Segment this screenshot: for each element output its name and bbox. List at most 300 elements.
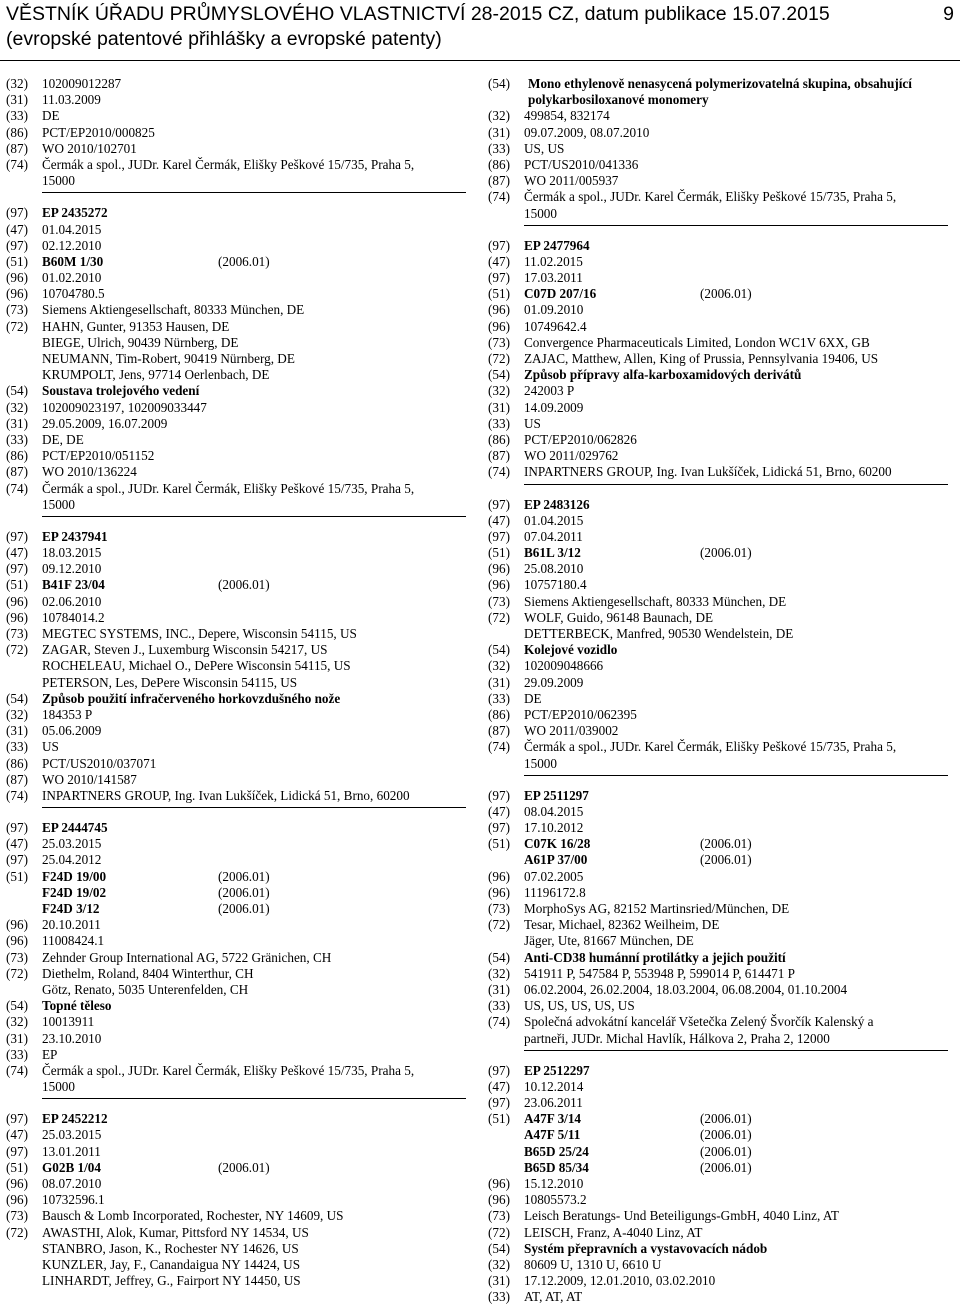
inid-code: (72) bbox=[488, 917, 510, 933]
inid-code: (74) bbox=[6, 787, 28, 803]
entry-text: PCT/EP2010/000825 bbox=[42, 124, 155, 140]
entry-line bbox=[6, 481, 466, 497]
entry-line bbox=[488, 885, 954, 901]
entry-line bbox=[488, 1063, 954, 1079]
entry-separator bbox=[42, 516, 466, 517]
inid-code: (32) bbox=[6, 1014, 28, 1030]
entry-text: ZAGAR, Steven J., Luxemburg Wisconsin 54217, US bbox=[42, 642, 328, 658]
entry-text: 102009023197, 102009033447 bbox=[42, 399, 207, 415]
entry-line bbox=[6, 885, 466, 901]
inid-code: (86) bbox=[6, 755, 28, 771]
inid-code: (33) bbox=[6, 431, 28, 447]
inid-code: (32) bbox=[488, 1256, 510, 1272]
inid-code: (96) bbox=[6, 1192, 28, 1208]
inid-code: (96) bbox=[6, 593, 28, 609]
entry-line bbox=[6, 416, 466, 432]
inid-code: (51) bbox=[6, 253, 28, 269]
entry-separator bbox=[524, 775, 948, 776]
entry-separator bbox=[524, 484, 948, 485]
entry-text: Leisch Beratungs- Und Beteiligungs-GmbH, 4040 Linz, AT bbox=[524, 1208, 839, 1224]
entry-line bbox=[488, 141, 954, 157]
entry-text: BIEGE, Ulrich, 90439 Nürnberg, DE bbox=[42, 334, 239, 350]
page-number: 9 bbox=[943, 3, 954, 25]
entry-line bbox=[488, 756, 954, 772]
bulletin-title: VĚSTNÍK ÚŘADU PRŮMYSLOVÉHO VLASTNICTVÍ 28-2015 CZ, datum publikace 15.07.2015 bbox=[6, 3, 830, 25]
entry-text: 15000 bbox=[42, 173, 75, 189]
inid-code: (51) bbox=[6, 1159, 28, 1175]
entry-text: WO 2011/029762 bbox=[524, 448, 619, 464]
entry-line bbox=[6, 723, 466, 739]
entry-text: MorphoSys AG, 82152 Martinsried/München, DE bbox=[524, 901, 790, 917]
entry-line bbox=[6, 319, 466, 335]
entry-text: 15000 bbox=[42, 496, 75, 512]
inid-code: (51) bbox=[488, 1111, 510, 1127]
entry-text: Diethelm, Roland, 8404 Winterthur, CH bbox=[42, 965, 254, 981]
inid-code: (51) bbox=[6, 577, 28, 593]
classification-version: (2006.01) bbox=[700, 545, 752, 561]
entry-line bbox=[6, 497, 466, 513]
entry-line bbox=[488, 238, 954, 254]
entry-line bbox=[488, 448, 954, 464]
entry-line bbox=[488, 917, 954, 933]
entry-line bbox=[6, 1014, 466, 1030]
entry-line bbox=[488, 577, 954, 593]
entry-line bbox=[488, 529, 954, 545]
entry-line bbox=[488, 76, 954, 108]
entry-line bbox=[6, 1047, 466, 1063]
entry-text: F24D 3/12 bbox=[42, 901, 100, 916]
inid-code: (96) bbox=[6, 917, 28, 933]
inid-code: (87) bbox=[6, 140, 28, 156]
inid-code: (97) bbox=[6, 237, 28, 253]
entry-line bbox=[6, 254, 466, 270]
inid-code: (86) bbox=[488, 156, 510, 172]
entry-line bbox=[6, 432, 466, 448]
entry-text: Bausch & Lomb Incorporated, Rochester, NY 14609, US bbox=[42, 1208, 344, 1224]
inid-code: (54) bbox=[488, 367, 510, 383]
entry-text: 08.07.2010 bbox=[42, 1176, 102, 1191]
entry-line bbox=[488, 982, 954, 998]
entry-line bbox=[488, 966, 954, 982]
entry-text: DE bbox=[524, 690, 542, 706]
entry-text: INPARTNERS GROUP, Ing. Ivan Lukšíček, Lidická 51, Brno, 60200 bbox=[42, 787, 410, 803]
entry-line bbox=[6, 125, 466, 141]
entry-text: EP 2511297 bbox=[524, 787, 589, 803]
entry-line bbox=[488, 788, 954, 804]
entry-text: 10784014.2 bbox=[42, 609, 105, 625]
entry-text: 242003 P bbox=[524, 383, 575, 399]
entry-text: Čermák a spol., JUDr. Karel Čermák, Elišky Peškové 15/735, Praha 5, bbox=[42, 480, 415, 496]
inid-code: (87) bbox=[6, 464, 28, 480]
entry-line bbox=[6, 1241, 466, 1257]
entry-text: US bbox=[42, 739, 59, 755]
entry-line bbox=[488, 610, 954, 626]
entry-line bbox=[6, 1127, 466, 1143]
entry-line bbox=[488, 286, 954, 302]
entry-line bbox=[6, 998, 466, 1014]
inid-code: (32) bbox=[488, 965, 510, 981]
entry-line bbox=[6, 1079, 466, 1095]
inid-code: (74) bbox=[6, 1062, 28, 1078]
entry-line bbox=[6, 950, 466, 966]
entry-text: 10704780.5 bbox=[42, 286, 105, 302]
entry-line bbox=[488, 1111, 954, 1127]
entry-line bbox=[6, 772, 466, 788]
inid-code: (72) bbox=[488, 1224, 510, 1240]
inid-code: (96) bbox=[6, 270, 28, 286]
entry-text: 11.03.2009 bbox=[42, 92, 101, 108]
inid-code: (33) bbox=[488, 140, 510, 156]
entry-text: B41F 23/04 bbox=[42, 577, 105, 593]
entry-text: 06.02.2004, 26.02.2004, 18.03.2004, 06.08.2004, 01.10.2004 bbox=[524, 981, 848, 997]
inid-code: (96) bbox=[6, 1176, 28, 1191]
entry-text: Čermák a spol., JUDr. Karel Čermák, Elišky Peškové 15/735, Praha 5, bbox=[42, 156, 415, 172]
entry-text: Čermák a spol., JUDr. Karel Čermák, Elišky Peškové 15/735, Praha 5, bbox=[524, 739, 897, 755]
entry-line bbox=[6, 205, 466, 221]
entry-line bbox=[6, 788, 466, 804]
entry-text: WOLF, Guido, 96148 Baunach, DE bbox=[524, 609, 714, 625]
entry-line bbox=[488, 901, 954, 917]
entry-text: Kolejové vozidlo bbox=[524, 642, 618, 658]
entry-text: DETTERBECK, Manfred, 90530 Wendelstein, DE bbox=[524, 626, 794, 642]
entry-text: 09.07.2009, 08.07.2010 bbox=[524, 124, 650, 140]
entry-text: A47F 3/14 bbox=[524, 1111, 582, 1127]
inid-code: (87) bbox=[6, 771, 28, 787]
entry-text: EP 2437941 bbox=[42, 528, 108, 544]
entry-text: US, US, US, US, US bbox=[524, 998, 635, 1014]
entry-separator bbox=[42, 807, 466, 808]
entry-text: 80609 U, 1310 U, 6610 U bbox=[524, 1256, 662, 1272]
header-rule bbox=[0, 60, 960, 61]
entry-text: US bbox=[524, 415, 541, 431]
inid-code: (31) bbox=[6, 92, 28, 108]
entry-text: A47F 5/11 bbox=[524, 1127, 581, 1143]
entry-text: 13.01.2011 bbox=[42, 1143, 101, 1159]
inid-code: (31) bbox=[6, 1030, 28, 1046]
inid-code: (54) bbox=[488, 949, 510, 965]
entry-text: 184353 P bbox=[42, 706, 93, 722]
entry-text: KUNZLER, Jay, F., Canandaigua NY 14424, US bbox=[42, 1256, 301, 1272]
inid-code: (96) bbox=[488, 868, 510, 884]
entry-text: EP 2483126 bbox=[524, 496, 590, 512]
inid-code: (73) bbox=[488, 593, 510, 609]
entry-text: 17.12.2009, 12.01.2010, 03.02.2010 bbox=[524, 1273, 716, 1289]
entry-line bbox=[6, 173, 466, 189]
inid-code: (73) bbox=[6, 949, 28, 965]
inid-code: (96) bbox=[488, 577, 510, 593]
entry-line bbox=[488, 497, 954, 513]
entry-text: INPARTNERS GROUP, Ing. Ivan Lukšíček, Lidická 51, Brno, 60200 bbox=[524, 464, 892, 480]
entry-line bbox=[488, 804, 954, 820]
entry-text: EP bbox=[42, 1046, 58, 1062]
inid-code: (87) bbox=[488, 723, 510, 739]
entry-line bbox=[488, 1031, 954, 1047]
entry-line bbox=[6, 238, 466, 254]
entry-text: 07.02.2005 bbox=[524, 868, 584, 884]
classification-version: (2006.01) bbox=[218, 577, 270, 593]
entry-text: ZAJAC, Matthew, Allen, King of Prussia, Pennsylvania 19406, US bbox=[524, 351, 879, 367]
entry-text: F24D 19/02 bbox=[42, 884, 107, 900]
entry-text: 25.03.2015 bbox=[42, 836, 102, 852]
inid-code: (97) bbox=[488, 1062, 510, 1078]
entry-text: EP 2452212 bbox=[42, 1111, 108, 1127]
entry-line bbox=[488, 675, 954, 691]
entry-text: 10.12.2014 bbox=[524, 1078, 584, 1094]
inid-code: (31) bbox=[6, 415, 28, 431]
inid-code: (32) bbox=[6, 76, 28, 91]
inid-code: (97) bbox=[6, 820, 28, 836]
inid-code: (31) bbox=[488, 399, 510, 415]
entry-line bbox=[6, 76, 466, 92]
classification-version: (2006.01) bbox=[700, 1143, 752, 1159]
entry-text: DE, DE bbox=[42, 431, 84, 447]
inid-code: (32) bbox=[488, 658, 510, 674]
entry-text: 01.04.2015 bbox=[524, 512, 584, 528]
entry-line bbox=[488, 1273, 954, 1289]
entry-text: B65D 85/34 bbox=[524, 1159, 589, 1175]
inid-code: (96) bbox=[6, 933, 28, 949]
entry-line bbox=[488, 1257, 954, 1273]
inid-code: (97) bbox=[6, 561, 28, 577]
inid-code: (96) bbox=[488, 1192, 510, 1208]
entry-line bbox=[488, 933, 954, 949]
entry-line bbox=[488, 513, 954, 529]
entry-line bbox=[488, 950, 954, 966]
entry-text: 05.06.2009 bbox=[42, 723, 102, 739]
classification-version: (2006.01) bbox=[218, 1159, 270, 1175]
entry-line bbox=[6, 1063, 466, 1079]
inid-code: (97) bbox=[6, 1143, 28, 1159]
inid-code: (31) bbox=[488, 124, 510, 140]
inid-code: (73) bbox=[488, 1208, 510, 1224]
entry-text: Götz, Renato, 5035 Unterenfelden, CH bbox=[42, 981, 249, 997]
inid-code: (47) bbox=[6, 221, 28, 237]
inid-code: (96) bbox=[6, 286, 28, 302]
entry-text: DE bbox=[42, 108, 60, 124]
entry-text: NEUMANN, Tim-Robert, 90419 Nürnberg, DE bbox=[42, 351, 295, 366]
inid-code: (96) bbox=[6, 609, 28, 625]
entry-line bbox=[488, 108, 954, 124]
inid-code: (33) bbox=[6, 1046, 28, 1062]
entry-text: A61P 37/00 bbox=[524, 852, 588, 868]
entry-text: 20.10.2011 bbox=[42, 917, 101, 933]
classification-version: (2006.01) bbox=[218, 884, 270, 900]
inid-code: (96) bbox=[488, 884, 510, 900]
inid-code: (86) bbox=[488, 706, 510, 722]
entry-line bbox=[6, 529, 466, 545]
entry-line bbox=[6, 92, 466, 108]
inid-code: (86) bbox=[488, 431, 510, 447]
entry-line bbox=[6, 561, 466, 577]
entry-line bbox=[6, 270, 466, 286]
entry-line bbox=[488, 351, 954, 367]
entry-separator bbox=[42, 192, 466, 193]
entry-line bbox=[488, 206, 954, 222]
inid-code: (97) bbox=[488, 270, 510, 286]
entry-line bbox=[488, 464, 954, 480]
inid-code: (33) bbox=[488, 1289, 510, 1305]
entry-line bbox=[488, 400, 954, 416]
entry-text: PCT/EP2010/062395 bbox=[524, 706, 637, 722]
entry-text: Tesar, Michael, 82362 Weilheim, DE bbox=[524, 917, 720, 933]
entry-line bbox=[6, 1176, 466, 1192]
entry-text: WO 2010/141587 bbox=[42, 771, 137, 787]
entry-text: 09.12.2010 bbox=[42, 561, 102, 577]
entry-text: EP 2444745 bbox=[42, 820, 108, 836]
entry-line bbox=[6, 222, 466, 238]
inid-code: (72) bbox=[6, 318, 28, 334]
entry-line bbox=[488, 1241, 954, 1257]
inid-code: (47) bbox=[6, 545, 28, 561]
inid-code: (32) bbox=[488, 383, 510, 399]
entry-text: Mono ethylenově nenasycená polymerizovatelná skupina, obsahující polykarbosiloxanové monomery bbox=[528, 76, 912, 108]
entry-text: 102009048666 bbox=[524, 658, 604, 674]
inid-code: (33) bbox=[6, 108, 28, 124]
inid-code: (96) bbox=[488, 318, 510, 334]
entry-text: C07K 16/28 bbox=[524, 836, 591, 852]
entry-line bbox=[6, 869, 466, 885]
entry-text: Convergence Pharmaceuticals Limited, London WC1V 6XX, GB bbox=[524, 334, 870, 350]
inid-code: (96) bbox=[488, 302, 510, 318]
entry-text: EP 2477964 bbox=[524, 237, 590, 253]
bulletin-subtitle: (evropské patentové přihlášky a evropské patenty) bbox=[6, 28, 442, 50]
entry-text: 29.09.2009 bbox=[524, 674, 584, 690]
entry-text: 102009012287 bbox=[42, 76, 122, 91]
entry-text: 14.09.2009 bbox=[524, 399, 584, 415]
inid-code: (51) bbox=[488, 545, 510, 561]
entry-line bbox=[488, 1289, 954, 1305]
entry-text: 25.04.2012 bbox=[42, 852, 102, 868]
inid-code: (51) bbox=[6, 868, 28, 884]
entry-text: PCT/US2010/041336 bbox=[524, 156, 639, 172]
entry-text: ROCHELEAU, Michael O., DePere Wisconsin 54115, US bbox=[42, 658, 351, 674]
entry-line bbox=[488, 691, 954, 707]
entry-line bbox=[488, 335, 954, 351]
entry-line bbox=[488, 432, 954, 448]
entry-line bbox=[6, 658, 466, 674]
entry-line bbox=[488, 642, 954, 658]
entry-text: Siemens Aktiengesellschaft, 80333 München, DE bbox=[42, 302, 305, 318]
inid-code: (97) bbox=[6, 205, 28, 221]
entry-text: Zehnder Group International AG, 5722 Gränichen, CH bbox=[42, 949, 332, 965]
entry-text: 15000 bbox=[524, 755, 557, 771]
entry-line bbox=[488, 852, 954, 868]
entry-text: Společná advokátní kancelář Všetečka Zelený Švorčík Kalenský a bbox=[524, 1014, 874, 1030]
entry-text: PCT/EP2010/062826 bbox=[524, 431, 637, 447]
entry-text: Čermák a spol., JUDr. Karel Čermák, Elišky Peškové 15/735, Praha 5, bbox=[524, 189, 897, 205]
entry-text: US, US bbox=[524, 140, 565, 156]
inid-code: (97) bbox=[488, 1095, 510, 1111]
classification-version: (2006.01) bbox=[700, 286, 752, 302]
entry-line bbox=[6, 1225, 466, 1241]
entry-text: MEGTEC SYSTEMS, INC., Depere, Wisconsin 54115, US bbox=[42, 626, 357, 641]
entry-line bbox=[6, 141, 466, 157]
entry-text: Jäger, Ute, 81667 München, DE bbox=[524, 933, 694, 949]
inid-code: (47) bbox=[6, 1127, 28, 1143]
classification-version: (2006.01) bbox=[700, 1159, 752, 1175]
entry-line bbox=[488, 319, 954, 335]
entry-text: EP 2435272 bbox=[42, 205, 108, 221]
classification-version: (2006.01) bbox=[700, 852, 752, 868]
inid-code: (54) bbox=[488, 76, 510, 91]
entry-text: F24D 19/00 bbox=[42, 868, 107, 884]
entry-separator bbox=[524, 225, 948, 226]
entry-line bbox=[488, 383, 954, 399]
entry-text: Soustava trolejového vedení bbox=[42, 383, 200, 399]
entry-line bbox=[6, 1273, 466, 1289]
entry-line bbox=[6, 642, 466, 658]
inid-code: (74) bbox=[488, 464, 510, 480]
entry-separator bbox=[524, 1050, 948, 1051]
entry-line bbox=[6, 351, 466, 367]
entry-text: 11.02.2015 bbox=[524, 253, 583, 269]
entry-text: HAHN, Gunter, 91353 Hausen, DE bbox=[42, 318, 230, 334]
entry-line bbox=[6, 756, 466, 772]
inid-code: (32) bbox=[6, 706, 28, 722]
inid-code: (96) bbox=[488, 1176, 510, 1192]
entry-text: 10757180.4 bbox=[524, 577, 587, 593]
inid-code: (47) bbox=[6, 836, 28, 852]
entry-text: 17.10.2012 bbox=[524, 820, 584, 836]
inid-code: (86) bbox=[6, 124, 28, 140]
entry-line bbox=[488, 707, 954, 723]
entry-line bbox=[6, 594, 466, 610]
entry-line bbox=[6, 400, 466, 416]
entry-text: WO 2010/102701 bbox=[42, 140, 137, 156]
inid-code: (33) bbox=[6, 739, 28, 755]
entry-text: 10805573.2 bbox=[524, 1192, 587, 1208]
inid-code: (97) bbox=[6, 1111, 28, 1127]
inid-code: (54) bbox=[488, 642, 510, 658]
inid-code: (97) bbox=[488, 528, 510, 544]
entry-text: WO 2011/039002 bbox=[524, 723, 619, 739]
entry-text: 23.10.2010 bbox=[42, 1030, 102, 1046]
entry-text: 18.03.2015 bbox=[42, 545, 102, 561]
inid-code: (32) bbox=[488, 108, 510, 124]
entry-text: 10013911 bbox=[42, 1014, 95, 1030]
inid-code: (73) bbox=[488, 901, 510, 917]
inid-code: (97) bbox=[488, 237, 510, 253]
entry-text: 01.09.2010 bbox=[524, 302, 584, 318]
entry-line bbox=[6, 675, 466, 691]
inid-code: (31) bbox=[488, 981, 510, 997]
entry-text: Topné těleso bbox=[42, 998, 112, 1014]
entry-line bbox=[488, 836, 954, 852]
entry-line bbox=[488, 658, 954, 674]
page-header bbox=[6, 2, 956, 52]
entry-line bbox=[6, 1208, 466, 1224]
entry-text: 10749642.4 bbox=[524, 318, 587, 334]
entry-text: EP 2512297 bbox=[524, 1062, 590, 1078]
inid-code: (47) bbox=[488, 803, 510, 819]
entry-text: 10732596.1 bbox=[42, 1192, 105, 1208]
entry-line bbox=[488, 561, 954, 577]
entry-line bbox=[488, 254, 954, 270]
entry-line bbox=[488, 820, 954, 836]
entry-text: 08.04.2015 bbox=[524, 803, 584, 819]
entry-line bbox=[6, 739, 466, 755]
entry-line bbox=[6, 691, 466, 707]
entry-text: 541911 P, 547584 P, 553948 P, 599014 P, 614471 P bbox=[524, 965, 796, 981]
entry-text: 499854, 832174 bbox=[524, 108, 610, 124]
right-column bbox=[488, 76, 954, 1306]
entry-line bbox=[6, 1031, 466, 1047]
inid-code: (54) bbox=[6, 998, 28, 1014]
inid-code: (31) bbox=[6, 723, 28, 739]
entry-line bbox=[6, 836, 466, 852]
inid-code: (73) bbox=[488, 334, 510, 350]
inid-code: (72) bbox=[6, 1224, 28, 1240]
